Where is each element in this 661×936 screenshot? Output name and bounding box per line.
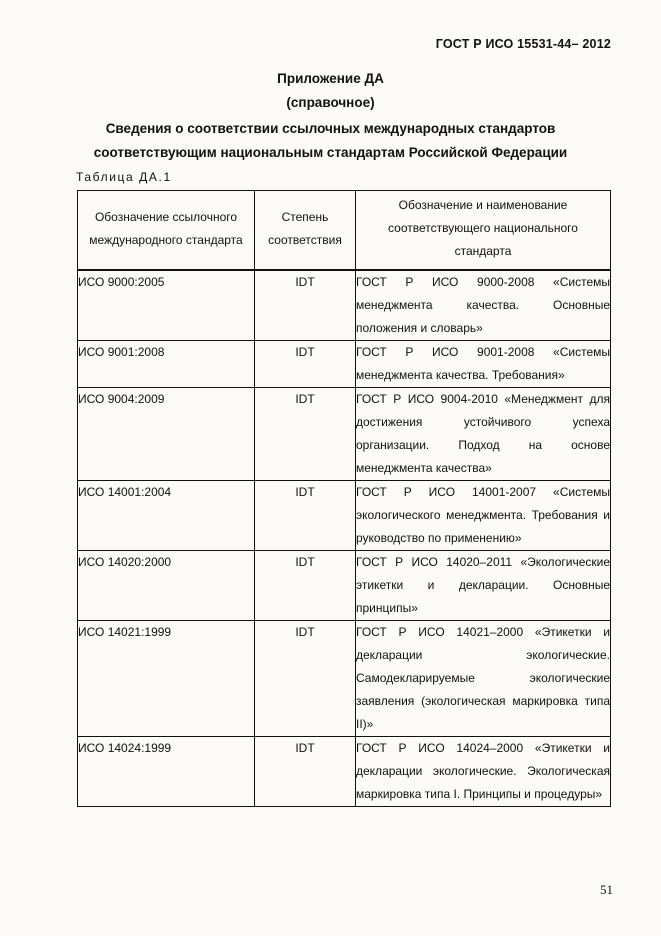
table-row [78, 481, 611, 551]
appendix-note: (справочное) [286, 95, 375, 110]
intl-standard-cell: ИСО 9001:2008 [78, 341, 255, 388]
table-row [78, 621, 611, 737]
degree-cell: IDT [255, 388, 356, 481]
national-standard-cell: ГОСТ Р ИСО 9001-2008 «Системы менеджмента качества. Требования» [356, 341, 611, 388]
degree-cell: IDT [255, 621, 356, 737]
degree-cell: IDT [255, 341, 356, 388]
column-header-degree: Степень соответствия [255, 191, 356, 271]
appendix-title: Приложение ДА [277, 71, 384, 86]
national-standard-cell: ГОСТ Р ИСО 14020–2011 «Экологические этикетки и декларации. Основные принципы» [356, 551, 611, 621]
intl-standard-cell: ИСО 14024:1999 [78, 737, 255, 807]
degree-cell: IDT [255, 481, 356, 551]
intl-standard-cell: ИСО 14020:2000 [78, 551, 255, 621]
intl-standard-cell: ИСО 14021:1999 [78, 621, 255, 737]
heading-line-1: Сведения о соответствии ссылочных международных стандартов [105, 121, 556, 136]
table-row [78, 737, 611, 807]
degree-cell: IDT [255, 270, 356, 341]
intl-standard-cell: ИСО 9000:2005 [78, 270, 255, 341]
intl-standard-cell: ИСО 14001:2004 [78, 481, 255, 551]
national-standard-cell: ГОСТ Р ИСО 9004-2010 «Менеджмент для достижения устойчивого успеха организации. Подход на основе менеджмента качества» [356, 388, 611, 481]
table-row [78, 341, 611, 388]
degree-cell: IDT [255, 737, 356, 807]
table-row [78, 551, 611, 621]
degree-cell: IDT [255, 551, 356, 621]
table-row [78, 388, 611, 481]
heading-line-2: соответствующим национальным стандартам Российской Федерации [93, 145, 568, 160]
column-header-intl: Обозначение ссылочного международного стандарта [78, 191, 255, 271]
national-standard-cell: ГОСТ Р ИСО 14024–2000 «Этикетки и декларации экологические. Экологическая маркировка типа I. Принципы и процедуры» [356, 737, 611, 807]
table-header-row [78, 191, 611, 271]
table-row [78, 270, 611, 341]
document-code: ГОСТ Р ИСО 15531-44– 2012 [435, 37, 611, 51]
page-number: 51 [600, 882, 613, 897]
intl-standard-cell: ИСО 9004:2009 [78, 388, 255, 481]
column-header-national: Обозначение и наименование соответствующего национального стандарта [356, 191, 611, 271]
table-label: Таблица ДА.1 [76, 170, 172, 184]
national-standard-cell: ГОСТ Р ИСО 14001-2007 «Системы экологического менеджмента. Требования и руководство по применению» [356, 481, 611, 551]
national-standard-cell: ГОСТ Р ИСО 14021–2000 «Этикетки и декларации экологические. Самодекларируемые экологические заявления (экологическая маркировка типа II)» [356, 621, 611, 737]
standards-table [77, 190, 611, 807]
national-standard-cell: ГОСТ Р ИСО 9000-2008 «Системы менеджмента качества. Основные положения и словарь» [356, 270, 611, 341]
